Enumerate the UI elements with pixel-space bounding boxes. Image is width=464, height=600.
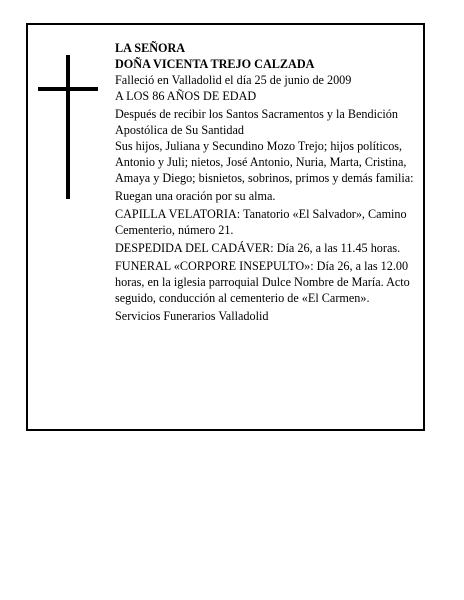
chapel-info: CAPILLA VELATORIA: Tanatorio «El Salvador», Camino Cementerio, número 21. [115, 207, 407, 237]
prayer-request: Ruegan una oración por su alma. [115, 189, 276, 203]
farewell-info: DESPEDIDA DEL CADÁVER: Día 26, a las 11.45 horas. [115, 241, 401, 255]
funeral-info: FUNERAL «CORPORE INSEPULTO»: Día 26, a las 12.00 horas, en la iglesia parroquial Dulce Nombre de María. Acto seguido, conducción al cementerio de «El Carmen». [115, 259, 410, 305]
cross-horizontal-bar [38, 87, 98, 91]
cross-vertical-bar [66, 55, 70, 199]
notice-title: LA SEÑORA [115, 41, 186, 55]
deceased-name: DOÑA VICENTA TREJO CALZADA [115, 57, 315, 71]
sacraments-paragraph: Después de recibir los Santos Sacramentos y la Bendición Apostólica de Su Santidad [115, 107, 398, 137]
funeral-services: Servicios Funerarios Valladolid [115, 309, 269, 323]
family-paragraph: Sus hijos, Juliana y Secundino Mozo Trejo; hijos políticos, Antonio y Juli; nietos, José Antonio, Nuria, Marta, Cristina, Amaya y Diego; bisnietos, sobrinos, primos y demás familia: [115, 139, 414, 185]
death-date-line: Falleció en Valladolid el día 25 de junio de 2009 [115, 73, 352, 87]
cross-icon [38, 55, 98, 199]
obituary-notice [26, 23, 425, 431]
notice-text [115, 40, 415, 324]
age-line: A LOS 86 AÑOS DE EDAD [115, 89, 257, 103]
